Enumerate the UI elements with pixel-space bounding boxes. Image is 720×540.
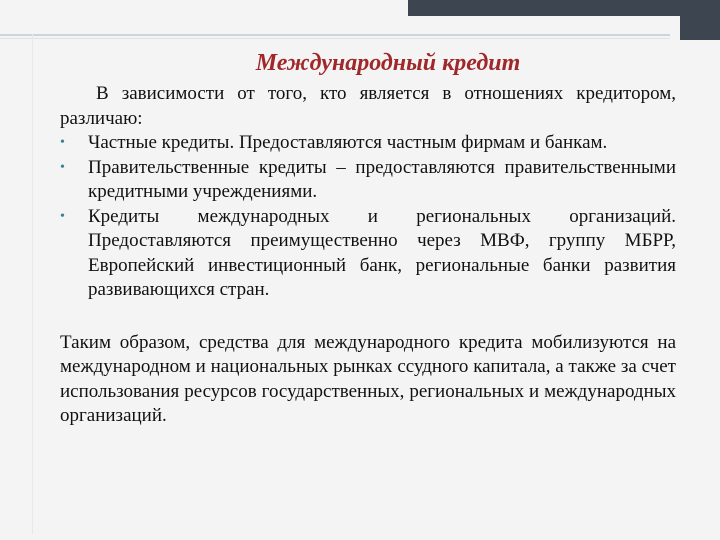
list-item-text: Кредиты международных и региональных организаций. Предоставляются преимущественно через МВФ, группу МБРР, Европейский инвестиционный банк, региональные банки развития развивающихся стран. [88, 205, 676, 300]
list-item [60, 131, 676, 156]
slide-title: Международный кредит [255, 50, 521, 76]
intro-paragraph: В зависимости от того, кто является в отношениях кредитором, различаю: [60, 83, 676, 129]
list-item-text: Правительственные кредиты – предоставляются правительственными кредитными учреждениями. [88, 156, 676, 202]
bullet-icon: • [60, 135, 65, 150]
bullet-list [60, 131, 676, 303]
decorative-dark-corner [680, 0, 720, 40]
slide-body [60, 82, 676, 429]
decorative-rule-thin [0, 38, 670, 39]
list-item-text: Частные кредиты. Предоставляются частным фирмам и банкам. [88, 132, 608, 153]
list-item [60, 205, 676, 303]
bullet-icon: • [60, 208, 65, 224]
decorative-dark-bar [408, 0, 720, 16]
conclusion-paragraph: Таким образом, средства для международного кредита мобилизуются на международном и национальных рынках ссудного капитала, а также за счет использования ресурсов государственных, региональных и международных организаций. [60, 331, 676, 426]
decorative-rule [0, 34, 670, 36]
decorative-left-rule [32, 34, 33, 534]
bullet-icon: • [60, 159, 65, 175]
list-item [60, 156, 676, 205]
